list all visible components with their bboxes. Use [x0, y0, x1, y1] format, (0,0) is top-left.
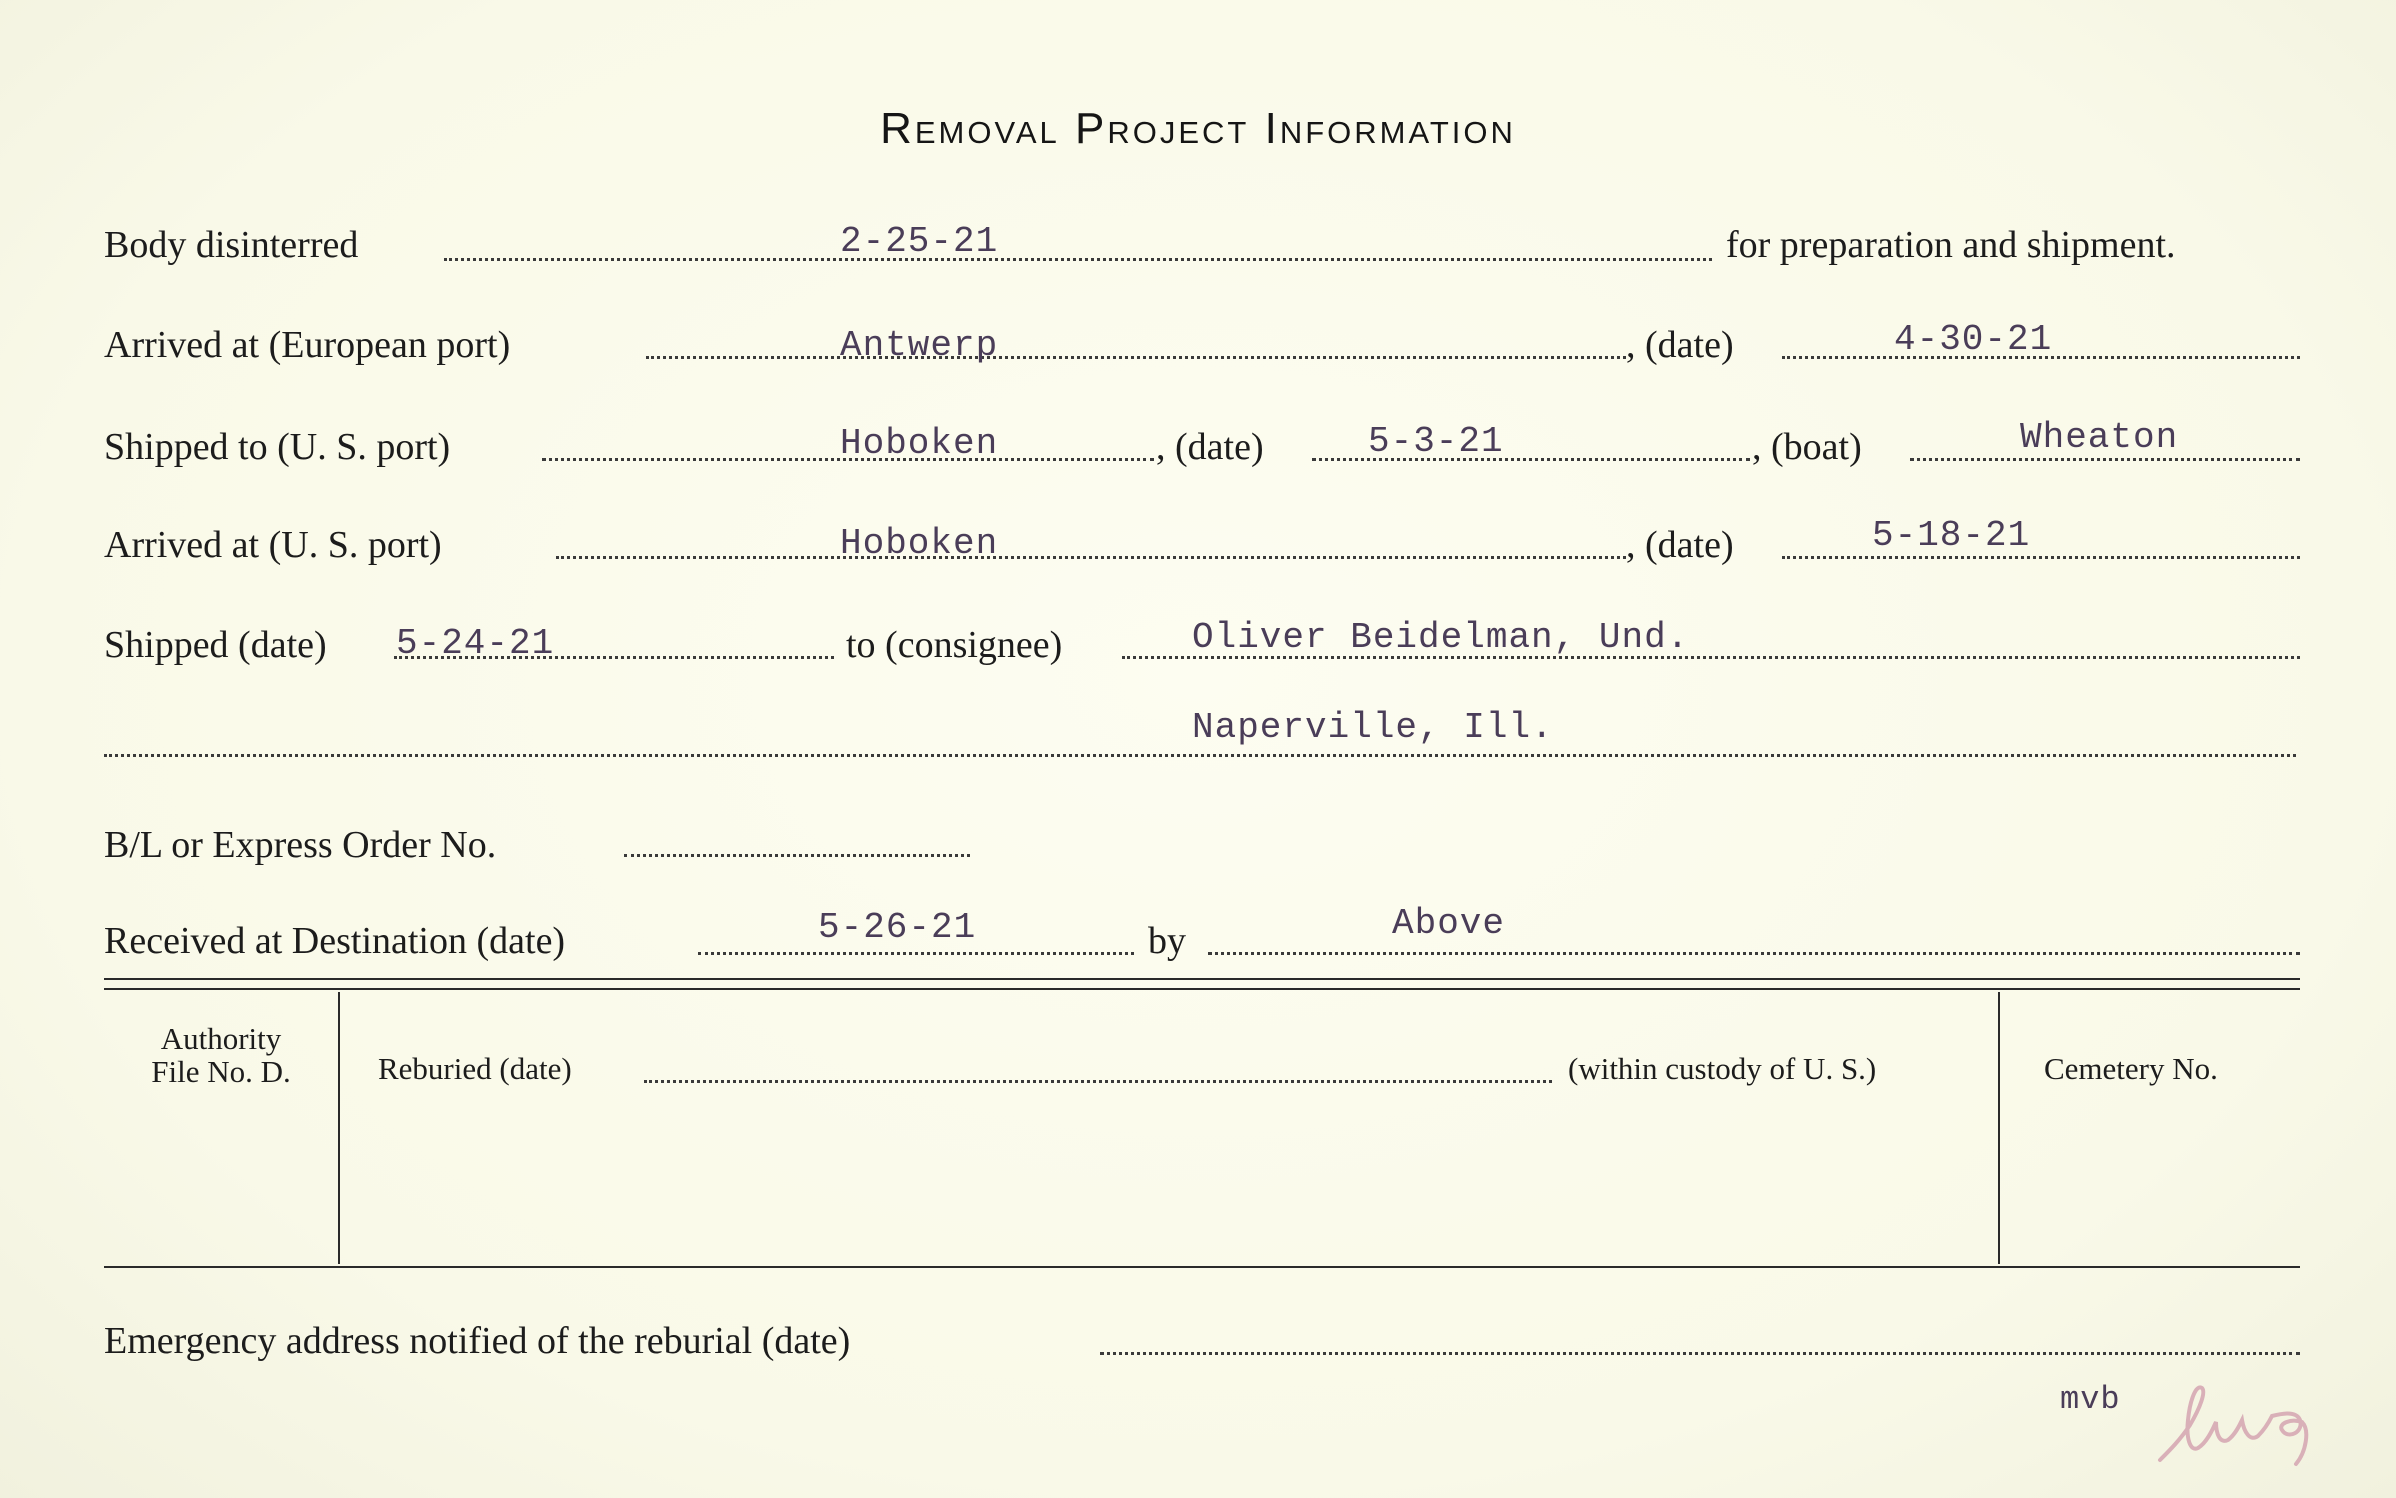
label-file-no: File No. D.	[151, 1054, 291, 1089]
table-divider-left	[338, 992, 340, 1264]
value-shipped-date: 5-3-21	[1368, 421, 1504, 462]
value-consignee: Oliver Beidelman, Und.	[1192, 617, 1690, 658]
table-top-rule-2	[104, 988, 2300, 990]
label-arrived-european-date: , (date)	[1626, 324, 1734, 366]
label-shipped-us-date: , (date)	[1156, 426, 1264, 468]
label-shipped-us-port: Shipped to (U. S. port)	[104, 426, 451, 468]
blank-reburied-date	[644, 1080, 1552, 1083]
label-received-by: by	[1148, 920, 1186, 962]
value-received-date: 5-26-21	[818, 907, 977, 948]
value-arrived-us-date: 5-18-21	[1872, 515, 2031, 556]
blank-bl-number	[624, 854, 970, 857]
table-divider-right	[1998, 992, 2000, 1264]
label-arrived-european-port: Arrived at (European port)	[104, 324, 511, 366]
value-shipped-final-date: 5-24-21	[396, 623, 555, 664]
value-arrived-us-port: Hoboken	[840, 523, 999, 564]
label-preparation-shipment: for preparation and shipment.	[1726, 224, 2176, 266]
label-boat: , (boat)	[1752, 426, 1862, 468]
blank-boat	[1910, 458, 2300, 461]
blank-european-port	[646, 356, 1626, 359]
label-within-custody: (within custody of U. S.)	[1568, 1051, 1877, 1086]
label-reburied-date: Reburied (date)	[378, 1051, 572, 1086]
label-arrived-us-date: , (date)	[1626, 524, 1734, 566]
label-arrived-us-port: Arrived at (U. S. port)	[104, 524, 442, 566]
blank-received-by	[1208, 952, 2300, 955]
blank-disinterred	[444, 258, 1712, 261]
blank-emergency-date	[1100, 1352, 2300, 1355]
value-consignee-address: Naperville, Ill.	[1192, 707, 1554, 748]
typed-initials: mvb	[2060, 1381, 2121, 1418]
table-bottom-rule	[104, 1266, 2300, 1268]
value-european-date: 4-30-21	[1894, 319, 2053, 360]
blank-arrived-us-date	[1782, 556, 2300, 559]
value-shipped-port: Hoboken	[840, 423, 999, 464]
value-disinterred-date: 2-25-21	[840, 221, 999, 262]
label-body-disinterred: Body disinterred	[104, 224, 359, 266]
label-shipped-date: Shipped (date)	[104, 624, 327, 666]
value-european-port: Antwerp	[840, 325, 999, 366]
blank-consignee-address	[104, 754, 2296, 757]
label-consignee: to (consignee)	[846, 624, 1063, 666]
label-cemetery-no: Cemetery No.	[2044, 1051, 2218, 1086]
label-bl-express-order: B/L or Express Order No.	[104, 824, 497, 866]
blank-received-date	[698, 952, 1134, 955]
value-received-by: Above	[1392, 903, 1506, 944]
label-emergency-address: Emergency address notified of the reburial (date)	[104, 1320, 851, 1362]
table-top-rule-1	[104, 978, 2300, 980]
blank-arrived-us-port	[556, 556, 1626, 559]
value-boat: Wheaton	[2020, 417, 2179, 458]
label-received-destination: Received at Destination (date)	[104, 920, 566, 962]
handwritten-initials-mark	[2150, 1370, 2340, 1470]
card-title: Removal Project Information	[880, 104, 1516, 153]
label-authority: Authority	[160, 1021, 282, 1056]
